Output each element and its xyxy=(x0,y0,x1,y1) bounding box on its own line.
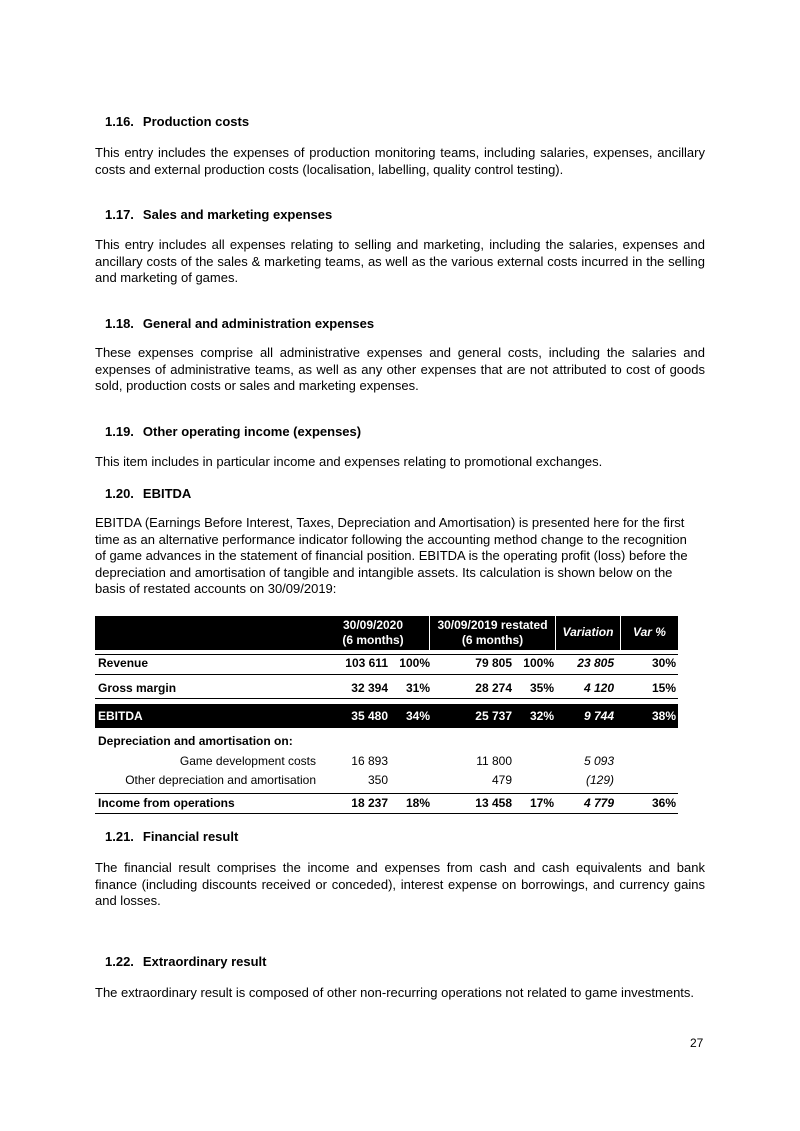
section-body-ebitda: EBITDA (Earnings Before Interest, Taxes, Depreciation and Amortisation) is presented here for the first time as an alternative performance indicator following the accounting method change to the recognition of game advances in the statement of financial position. EBITDA is the operating profit (loss) before the depreciation and amortisation of tangible and intangible assets. Its calculation is shown below on the basis of restated accounts on 30/09/2019: xyxy=(95,515,688,596)
page-number: 27 xyxy=(690,1036,704,1050)
section-body-financial-result: The financial result comprises the income and expenses from cash and cash equivalents and bank finance (including discounts received or conceded), interest expense on borrowings, and currency gains and losses. xyxy=(95,860,705,908)
section-body-production-costs: This entry includes the expenses of production monitoring teams, including salaries, expenses, ancillary costs and external production costs (localisation, labelling, quality control testing). xyxy=(95,145,705,177)
table-row-other-depreciation: Other depreciation and amortisation 350 479 (129) xyxy=(125,773,614,787)
table-row-gross-margin: Gross margin 32 394 31% 28 274 35% 4 120 15% xyxy=(98,681,676,695)
table-row-income-operations: Income from operations 18 237 18% 13 458 17% 4 779 36% xyxy=(98,796,676,810)
section-title-financial-result: 1.21. Financial result xyxy=(105,829,239,844)
section-body-general-admin: These expenses comprise all administrative expenses and general costs, including the salaries and expenses of administrative teams, as well as any other expenses that are not attributed to cost of goods sold, production costs or sales and marketing expenses. xyxy=(95,345,705,393)
section-title-sales-marketing: 1.17. Sales and marketing expenses xyxy=(105,207,333,222)
table-row-ebitda: EBITDA 35 480 34% 25 737 32% 9 744 38% xyxy=(95,704,678,728)
section-body-sales-marketing: This entry includes all expenses relating to selling and marketing, including the salaries, expenses and ancillary costs of the sales & marketing teams, as well as the various external costs incurred in the selling and marketing of games. xyxy=(95,237,705,285)
section-title-ebitda: 1.20. EBITDA xyxy=(105,486,192,501)
section-title-production-costs: 1.16. Production costs xyxy=(105,114,250,129)
table-header xyxy=(95,616,678,650)
table-row-game-development: Game development costs 16 893 11 800 5 093 xyxy=(179,754,614,768)
table-row-depreciation-header: Depreciation and amortisation on: xyxy=(98,734,293,748)
header-var-pct: Var % xyxy=(633,625,666,639)
section-body-extraordinary-result: The extraordinary result is composed of other non-recurring operations not related to game investments. xyxy=(95,985,695,1000)
table-row-revenue: Revenue 103 611 100% 79 805 100% 23 805 30% xyxy=(98,656,676,670)
section-title-general-admin: 1.18. General and administration expenses xyxy=(105,316,375,331)
header-2019-restated: 30/09/2019 restated (6 months) xyxy=(437,618,548,647)
section-body-other-operating: This item includes in particular income and expenses relating to promotional exchanges. xyxy=(95,454,603,469)
header-variation: Variation xyxy=(562,625,614,639)
section-title-extraordinary-result: 1.22. Extraordinary result xyxy=(105,954,267,969)
section-title-other-operating: 1.19. Other operating income (expenses) xyxy=(105,424,362,439)
header-2020: 30/09/2020 (6 months) xyxy=(342,618,404,647)
